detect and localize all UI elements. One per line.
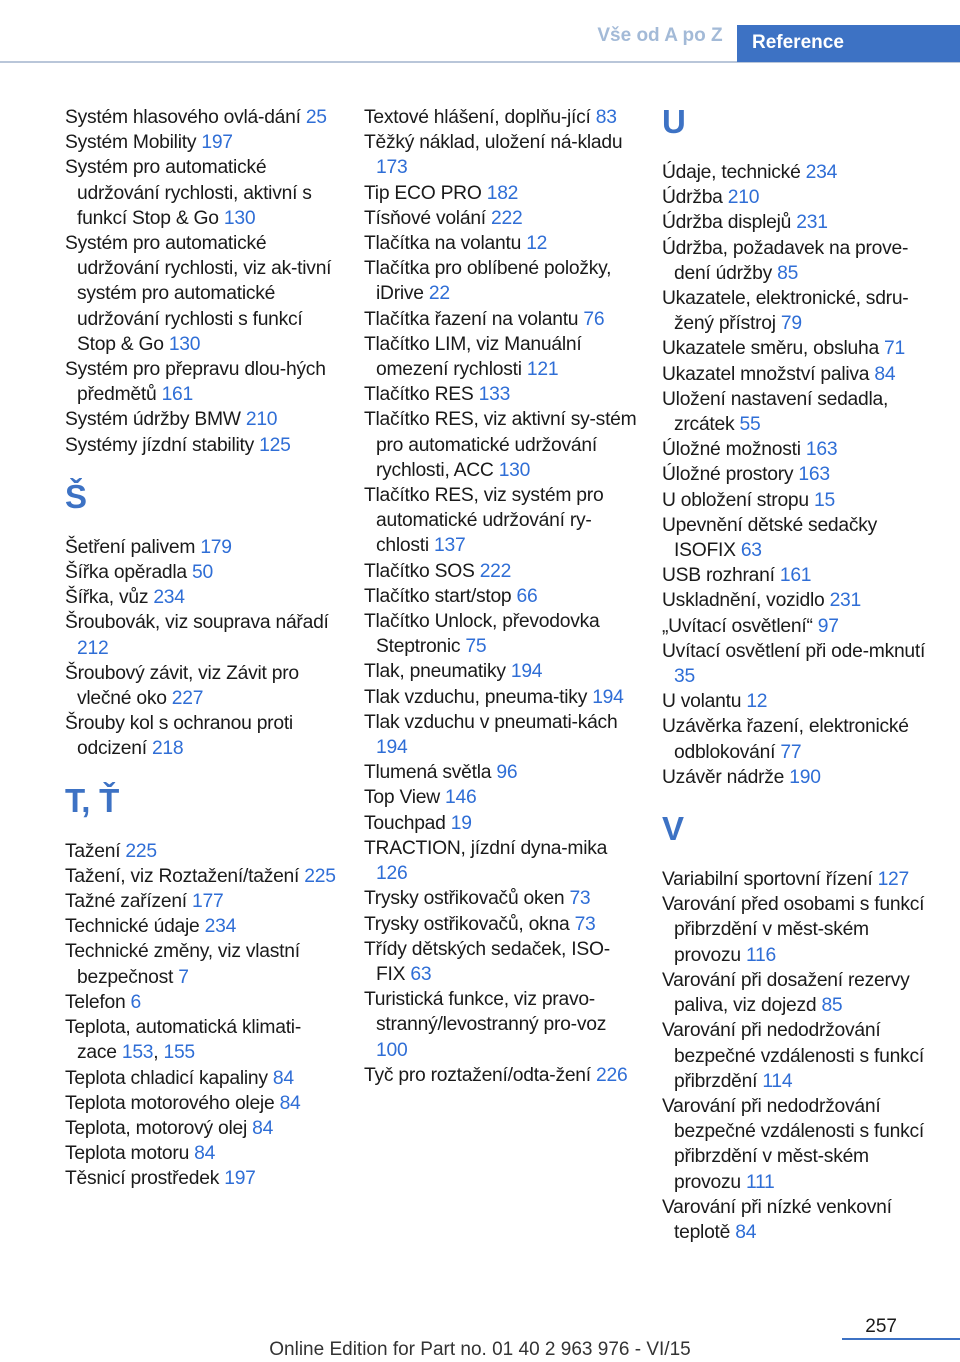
index-entry-text: Těsnicí prostředek bbox=[65, 1168, 225, 1190]
index-entry-text: TRACTION, jízdní dyna-mika bbox=[364, 837, 608, 859]
index-entry bbox=[65, 889, 340, 914]
page-link[interactable]: 130 bbox=[168, 333, 201, 355]
page-link[interactable]: 194 bbox=[376, 737, 408, 759]
index-entry bbox=[364, 760, 639, 785]
header-section-title: Vše od A po Z bbox=[597, 25, 723, 46]
page-link[interactable]: 121 bbox=[526, 359, 559, 381]
page-link[interactable]: 163 bbox=[798, 464, 830, 486]
index-entry bbox=[65, 864, 340, 889]
page-link[interactable]: 35 bbox=[674, 666, 695, 688]
index-entry-text: Variabilní sportovní řízení bbox=[662, 869, 878, 891]
index-entry bbox=[662, 1018, 932, 1094]
index-entry bbox=[65, 1116, 340, 1141]
index-entry-text: Úložné možnosti bbox=[662, 439, 806, 461]
index-entry bbox=[662, 867, 932, 892]
page-link[interactable]: 12 bbox=[746, 691, 768, 713]
page-link[interactable]: 55 bbox=[739, 414, 761, 436]
page-link[interactable]: 77 bbox=[780, 741, 802, 763]
index-entry-text: Uzávěr nádrže bbox=[662, 766, 790, 788]
index-entry-text: Tlačítka řazení na volantu bbox=[364, 308, 584, 330]
index-entry bbox=[364, 987, 639, 1063]
index-entry bbox=[662, 563, 932, 588]
index-entry-text: Údaje, technické bbox=[662, 162, 806, 183]
index-entry bbox=[65, 914, 340, 939]
index-entry-text: Tlačítko Unlock, převodovka Steptronic bbox=[364, 611, 600, 658]
index-entry-text: Varování při nedodržování bezpečné vzdálenosti s funkcí přibrzdění bbox=[662, 1020, 924, 1092]
index-entry-text: Systém Mobility bbox=[65, 132, 202, 154]
index-entry bbox=[662, 588, 932, 613]
index-entry bbox=[364, 912, 639, 937]
index-entry bbox=[662, 236, 932, 286]
index-entry-text: Šířka, vůz bbox=[65, 587, 154, 609]
index-letter-heading: U bbox=[662, 103, 686, 140]
page-link[interactable]: 234 bbox=[153, 587, 185, 609]
page-link[interactable]: 96 bbox=[496, 762, 518, 784]
index-entry-text: Varování při nízké venkovní teplotě bbox=[662, 1196, 892, 1243]
index-entry-text: Telefon bbox=[65, 991, 131, 1013]
index-column-2 bbox=[364, 105, 639, 1088]
index-entry bbox=[364, 836, 639, 886]
index-entry-text: Systém hlasového ovlá-dání bbox=[65, 107, 306, 128]
index-entry bbox=[364, 811, 639, 836]
index-entry bbox=[65, 839, 340, 864]
index-entry bbox=[364, 710, 639, 760]
index-entry-text: „Uvítací osvětlení“ bbox=[662, 615, 818, 637]
index-entry bbox=[662, 639, 932, 689]
index-entry bbox=[662, 714, 932, 764]
page-number: 257 bbox=[865, 1316, 897, 1337]
page-link[interactable]: 7 bbox=[178, 966, 189, 988]
index-entry-text: Teplota, automatická klimati-zace bbox=[65, 1017, 302, 1064]
index-entry-text: Tažení, viz Roztažení/tažení bbox=[65, 865, 305, 887]
index-entry bbox=[364, 559, 639, 584]
index-entry-text: Tažné zařízení bbox=[65, 891, 192, 913]
index-entry-text: Systém pro automatické udržování rychlosti, viz ak-tivní systém pro automatické udržování rychlosti s funkcí Stop & Go bbox=[65, 233, 332, 355]
index-entry bbox=[662, 968, 932, 1018]
index-entry-text: Tlačítko start/stop bbox=[364, 585, 517, 607]
index-entry bbox=[65, 560, 340, 585]
index-entry-text: Systémy jízdní stability bbox=[65, 434, 260, 456]
index-entry-text: Systém pro automatické udržování rychlosti, aktivní s funkcí Stop & Go bbox=[65, 157, 312, 229]
index-entry bbox=[65, 585, 340, 610]
page-link[interactable]: 231 bbox=[796, 212, 828, 234]
page-link[interactable]: 218 bbox=[151, 738, 184, 760]
index-entry-text: Šířka opěradla bbox=[65, 562, 193, 584]
index-column-1 bbox=[65, 105, 340, 1192]
page-link[interactable]: 125 bbox=[259, 434, 291, 456]
index-entry-text: Tlačítko SOS bbox=[364, 560, 480, 582]
header-tab-reference[interactable]: Reference bbox=[737, 25, 960, 62]
page-link[interactable]: 25 bbox=[305, 107, 327, 128]
page-link[interactable]: 73 bbox=[569, 888, 591, 910]
index-entry-text: Textové hlášení, doplňu-jící bbox=[364, 107, 596, 128]
page-link[interactable]: 116 bbox=[745, 944, 776, 966]
page-link[interactable]: 84 bbox=[272, 1067, 294, 1089]
index-entry bbox=[662, 513, 932, 563]
index-entry-text: Top View bbox=[364, 787, 445, 809]
index-entry-text: Varování při nedodržování bezpečné vzdálenosti s funkcí přibrzdění v měst-ském provozu bbox=[662, 1095, 924, 1193]
index-entry-text: Tísňové volání bbox=[364, 207, 492, 229]
page-link[interactable]: 227 bbox=[171, 688, 204, 710]
index-entry-text: Tlačítka pro oblíbené položky, iDrive bbox=[364, 258, 612, 305]
index-entry-text: Tyč pro roztažení/odta-žení bbox=[364, 1064, 596, 1086]
page-link[interactable]: 73 bbox=[574, 913, 596, 935]
page-link[interactable]: 130 bbox=[223, 207, 256, 229]
index-entry bbox=[364, 785, 639, 810]
index-entry bbox=[65, 1141, 340, 1166]
index-entry-text: Tlačítko RES, viz aktivní sy-stém pro automatické udržování rychlosti, ACC bbox=[364, 409, 637, 481]
page-link[interactable]: 161 bbox=[779, 565, 812, 587]
page-link[interactable]: 153 bbox=[121, 1042, 154, 1064]
index-entry bbox=[65, 610, 340, 660]
index-entry-text: Varování při dosažení rezervy paliva, viz dojezd bbox=[662, 969, 910, 1017]
page-link[interactable]: 76 bbox=[583, 308, 605, 330]
index-entry bbox=[364, 584, 639, 609]
index-entry-text: Údržba bbox=[662, 187, 728, 209]
index-entry bbox=[65, 433, 340, 458]
index-entry bbox=[662, 286, 932, 336]
page-link[interactable]: 137 bbox=[434, 535, 466, 557]
page-link[interactable]: 84 bbox=[194, 1143, 216, 1165]
page-link[interactable]: 114 bbox=[762, 1070, 793, 1092]
index-entry bbox=[65, 1166, 340, 1191]
index-entry-text: Těžký náklad, uložení ná-kladu bbox=[364, 132, 623, 154]
index-entry-text: Ukazatel množství paliva bbox=[662, 363, 875, 385]
page-link[interactable]: 210 bbox=[245, 409, 278, 431]
page-link[interactable]: 126 bbox=[376, 863, 408, 885]
index-entry bbox=[662, 387, 932, 437]
page-separator: , bbox=[153, 1042, 164, 1064]
page-link[interactable]: 63 bbox=[740, 540, 762, 562]
index-entry-text: Trysky ostřikovačů oken bbox=[364, 888, 570, 910]
page-link[interactable]: 197 bbox=[224, 1168, 256, 1190]
index-entry bbox=[364, 685, 639, 710]
index-entry-text: U volantu bbox=[662, 691, 747, 713]
index-entry-text: U obložení stropu bbox=[662, 489, 814, 511]
page-link[interactable]: 12 bbox=[526, 233, 548, 255]
page-link[interactable]: 22 bbox=[428, 283, 450, 305]
index-entry bbox=[65, 130, 340, 155]
index-entry-text: Systém pro přepravu dlou-hých předmětů bbox=[65, 359, 326, 406]
page-link[interactable]: 19 bbox=[450, 812, 472, 834]
page-link[interactable]: 194 bbox=[510, 661, 543, 683]
page-link[interactable]: 161 bbox=[161, 384, 193, 406]
index-entry bbox=[364, 483, 639, 559]
index-entry-text: Šroubový závit, viz Závit pro vlečné oko bbox=[65, 662, 299, 710]
page-link[interactable]: 222 bbox=[479, 560, 512, 582]
index-entry-text: Tlačítko RES bbox=[364, 384, 479, 406]
index-entry bbox=[65, 105, 340, 130]
index-entry-text: Technické údaje bbox=[65, 916, 205, 938]
index-entry bbox=[65, 535, 340, 560]
index-letter-heading: V bbox=[662, 810, 684, 848]
page-link[interactable]: 179 bbox=[200, 536, 232, 558]
index-entry bbox=[662, 765, 932, 790]
index-entry-text: Tažení bbox=[65, 840, 126, 862]
page-link[interactable]: 225 bbox=[125, 840, 157, 862]
index-entry bbox=[65, 1066, 340, 1091]
index-entry-text: USB rozhraní bbox=[662, 565, 780, 587]
index-entry-text: Teplota, motorový olej bbox=[65, 1117, 253, 1139]
page-link[interactable]: 212 bbox=[77, 637, 109, 659]
index-entry bbox=[65, 711, 340, 761]
index-entry bbox=[65, 939, 340, 989]
index-entry bbox=[65, 1015, 340, 1065]
page-link[interactable]: 226 bbox=[596, 1064, 628, 1086]
page-link[interactable]: 111 bbox=[745, 1171, 775, 1193]
page-link[interactable]: 84 bbox=[735, 1221, 757, 1243]
page-link[interactable]: 234 bbox=[204, 916, 237, 938]
index-entry-text: Tlak vzduchu v pneumati-kách bbox=[364, 711, 618, 733]
page-link[interactable]: 197 bbox=[201, 132, 233, 154]
index-entry-text: Uvítací osvětlení při ode-mknutí bbox=[662, 640, 926, 662]
index-entry-text: Uložení nastavení sedadla, zrcátek bbox=[662, 388, 889, 436]
index-entry bbox=[364, 130, 639, 180]
index-entry-text: Tlumená světla bbox=[364, 762, 497, 784]
index-entry-text: Uzávěrka řazení, elektronické odblokování bbox=[662, 716, 909, 763]
index-entry-text: Šrouby kol s ochranou proti odcizení bbox=[65, 713, 293, 760]
page-link[interactable]: 155 bbox=[163, 1042, 195, 1064]
page-link[interactable]: 84 bbox=[279, 1092, 301, 1114]
index-entry-text: Úložné prostory bbox=[662, 464, 799, 486]
page-link[interactable]: 210 bbox=[727, 187, 760, 209]
index-entry bbox=[65, 231, 340, 357]
page-link[interactable]: 127 bbox=[877, 869, 909, 891]
index-entry bbox=[364, 407, 639, 483]
page-link[interactable]: 182 bbox=[486, 182, 519, 204]
page-link[interactable]: 66 bbox=[516, 585, 538, 607]
page-link[interactable]: 133 bbox=[478, 384, 511, 406]
index-entry bbox=[662, 437, 932, 462]
page-link[interactable]: 234 bbox=[805, 162, 838, 183]
page-link[interactable]: 15 bbox=[813, 489, 835, 511]
index-entry bbox=[65, 1091, 340, 1116]
index-entry-text: Šetření palivem bbox=[65, 536, 201, 558]
index-column-3 bbox=[662, 105, 932, 1245]
index-entry bbox=[364, 307, 639, 332]
page-link[interactable]: 146 bbox=[445, 787, 477, 809]
index-entry bbox=[662, 362, 932, 387]
index-entry bbox=[65, 407, 340, 432]
index-entry bbox=[662, 488, 932, 513]
index-entry bbox=[662, 160, 932, 185]
index-entry bbox=[364, 332, 639, 382]
index-entry-text: Teplota motoru bbox=[65, 1143, 195, 1165]
page-link[interactable]: 63 bbox=[410, 963, 432, 985]
index-entry bbox=[662, 614, 932, 639]
page-link[interactable]: 85 bbox=[777, 262, 799, 284]
index-entry bbox=[364, 886, 639, 911]
page-link[interactable]: 79 bbox=[780, 313, 802, 335]
index-entry-text: Tlak vzduchu, pneuma-tiky bbox=[364, 686, 593, 708]
index-entry-text: Touchpad bbox=[364, 812, 451, 834]
index-entry bbox=[662, 210, 932, 235]
page-link[interactable]: 71 bbox=[884, 338, 905, 360]
footer-edition: Online Edition for Part no. 01 40 2 963 976 - VI/15 bbox=[269, 1339, 691, 1360]
page-link[interactable]: 84 bbox=[874, 363, 896, 385]
index-entry bbox=[662, 1094, 932, 1195]
page-link[interactable]: 130 bbox=[498, 459, 531, 481]
page-link[interactable]: 50 bbox=[192, 562, 213, 584]
index-entry-text: Ukazatele směru, obsluha bbox=[662, 338, 885, 360]
page-link[interactable]: 177 bbox=[192, 891, 224, 913]
page-link[interactable]: 222 bbox=[491, 207, 523, 229]
index-entry bbox=[662, 892, 932, 968]
page-link[interactable]: 190 bbox=[789, 766, 821, 788]
page-link[interactable]: 173 bbox=[376, 157, 408, 179]
index-entry bbox=[662, 462, 932, 487]
index-entry bbox=[65, 357, 340, 407]
index-entry bbox=[65, 155, 340, 231]
index-letter-heading: T, Ť bbox=[65, 781, 119, 819]
index-entry bbox=[364, 256, 639, 306]
page-link[interactable]: 75 bbox=[465, 636, 487, 658]
index-letter-heading: Š bbox=[65, 477, 87, 515]
index-entry-text: Údržba, požadavek na prove-dení údržby bbox=[662, 237, 909, 284]
index-entry-text: Třídy dětských sedaček, ISO-FIX bbox=[364, 938, 610, 985]
index-entry bbox=[662, 185, 932, 210]
index-entry bbox=[364, 181, 639, 206]
index-entry bbox=[364, 1063, 639, 1088]
index-entry-text: Tlačítka na volantu bbox=[364, 233, 527, 255]
index-entry-text: Technické změny, viz vlastní bezpečnost bbox=[65, 941, 300, 988]
index-entry bbox=[364, 206, 639, 231]
index-entry-text: Ukazatele, elektronické, sdru-žený přístroj bbox=[662, 288, 909, 335]
index-entry-text: Šroubovák, viz souprava nářadí bbox=[65, 612, 329, 634]
index-entry-text: Uskladnění, vozidlo bbox=[662, 590, 830, 612]
index-entry-text: Trysky ostřikovačů, okna bbox=[364, 913, 575, 935]
index-entry bbox=[364, 659, 639, 684]
index-entry-text: Tlačítko LIM, viz Manuální omezení rychlosti bbox=[364, 333, 582, 381]
index-entry-text: Teplota motorového oleje bbox=[65, 1092, 280, 1114]
index-entry bbox=[662, 689, 932, 714]
index-entry-text: Tip ECO PRO bbox=[364, 182, 487, 204]
index-entry-text: Tlačítko RES, viz systém pro automatické udržování ry-chlosti bbox=[364, 485, 604, 557]
page-link[interactable]: 6 bbox=[130, 991, 142, 1013]
index-entry bbox=[662, 1195, 932, 1245]
page-link[interactable]: 97 bbox=[817, 615, 839, 637]
index-entry bbox=[364, 231, 639, 256]
page-link[interactable]: 194 bbox=[592, 686, 624, 708]
index-entry-text: Systém údržby BMW bbox=[65, 409, 246, 431]
index-entry bbox=[364, 609, 639, 659]
page-link[interactable]: 163 bbox=[805, 439, 838, 461]
index-entry-text: Varování před osobami s funkcí přibrzdění v měst-ském provozu bbox=[662, 894, 925, 966]
page-link[interactable]: 83 bbox=[595, 107, 617, 128]
index-entry bbox=[364, 105, 639, 130]
index-entry-text: Upevnění dětské sedačky ISOFIX bbox=[662, 514, 878, 562]
index-entry-text: Teplota chladicí kapaliny bbox=[65, 1067, 273, 1089]
index-entry bbox=[364, 382, 639, 407]
index-entry-text: Tlak, pneumatiky bbox=[364, 661, 511, 683]
page-link[interactable]: 84 bbox=[252, 1117, 274, 1139]
page-link[interactable]: 231 bbox=[829, 590, 861, 612]
page-link[interactable]: 225 bbox=[304, 865, 336, 887]
index-entry-text: Údržba displejů bbox=[662, 212, 797, 234]
index-entry bbox=[65, 990, 340, 1015]
index-entry bbox=[662, 336, 932, 361]
index-entry-text: Turistická funkce, viz pravo-stranný/levostranný pro-voz bbox=[364, 989, 607, 1036]
index-entry bbox=[364, 937, 639, 987]
index-entry bbox=[65, 661, 340, 711]
page-link[interactable]: 100 bbox=[376, 1039, 408, 1061]
page-link[interactable]: 85 bbox=[821, 995, 843, 1017]
